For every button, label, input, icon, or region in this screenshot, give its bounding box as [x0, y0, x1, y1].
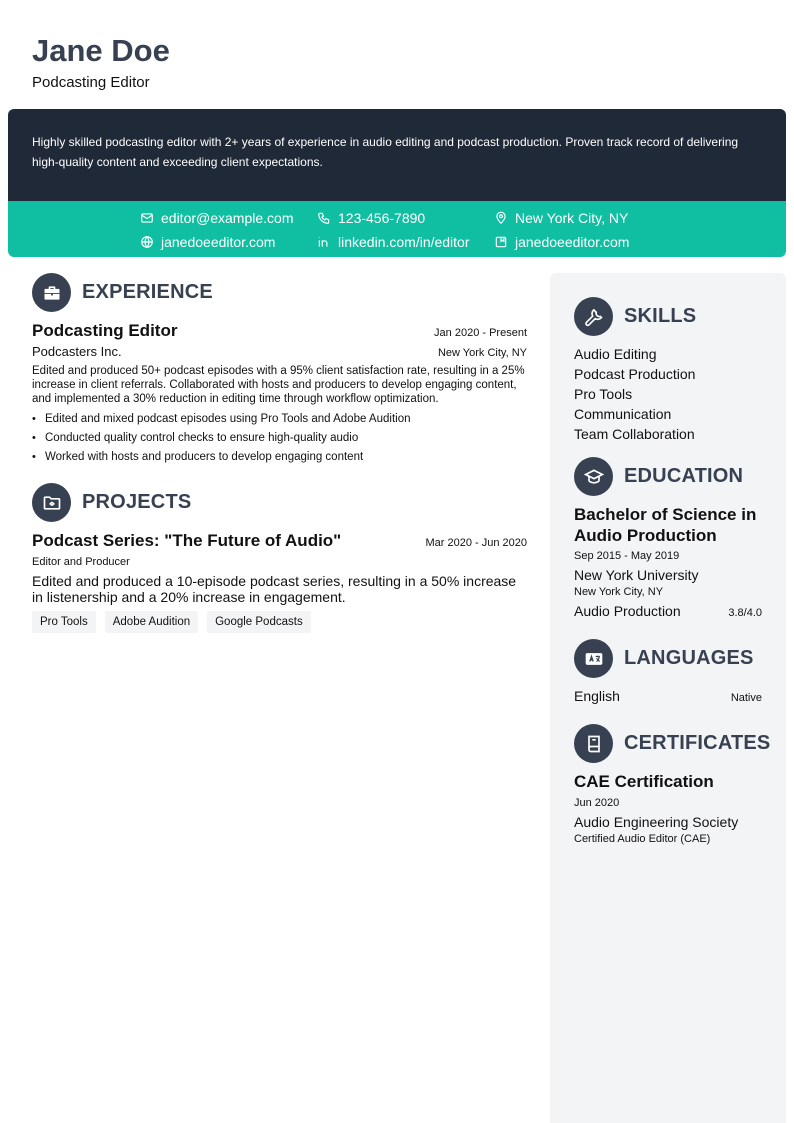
project-date: Mar 2020 - Jun 2020 — [425, 537, 527, 549]
main-column — [32, 273, 527, 633]
sidebar-column — [550, 273, 786, 1123]
resume-header — [32, 32, 170, 92]
book-icon — [574, 724, 613, 763]
project-title: Podcast Series: "The Future of Audio" — [32, 531, 342, 550]
linkedin-text: linkedin.com/in/editor — [338, 234, 470, 250]
language-name: English — [574, 688, 620, 704]
education-gpa: 3.8/4.0 — [728, 607, 762, 619]
education-field: Audio Production — [574, 603, 681, 619]
list-item: • Worked with hosts and producers to develop engaging content — [32, 448, 527, 467]
education-item — [574, 504, 762, 621]
portfolio-text: janedoeeditor.com — [515, 234, 630, 250]
certificates-heading: CERTIFICATES — [624, 732, 771, 754]
certificate-name: CAE Certification — [574, 772, 714, 791]
summary-panel — [8, 109, 786, 201]
projects-section-header — [32, 483, 527, 522]
education-location: New York City, NY — [574, 586, 664, 598]
project-tags — [32, 611, 527, 633]
folder-icon — [32, 483, 71, 522]
job-location: New York City, NY — [437, 347, 527, 359]
contact-location — [494, 210, 628, 226]
linkedin-icon — [317, 235, 331, 249]
languages-heading: LANGUAGES — [624, 647, 754, 669]
contact-bar — [8, 201, 786, 257]
summary-text: Highly skilled podcasting editor with 2+ years of experience in audio editing and podcast production. Proven track record of delivering high-quality content and exceeding client expectations. — [32, 135, 739, 169]
contact-email[interactable] — [140, 210, 294, 226]
tag: Pro Tools — [32, 611, 96, 633]
experience-section-header — [32, 273, 527, 312]
project-item — [32, 530, 527, 633]
experience-item — [32, 320, 527, 467]
contact-linkedin[interactable] — [317, 234, 470, 250]
job-date: Jan 2020 - Present — [434, 327, 527, 339]
website-text: janedoeeditor.com — [161, 234, 276, 250]
tag: Google Podcasts — [207, 611, 311, 633]
language-level: Native — [730, 692, 762, 704]
project-description: Edited and produced a 10-episode podcast series, resulting in a 50% increase in listenership and a 20% increase in engagement. — [32, 573, 517, 605]
candidate-title: Podcasting Editor — [32, 74, 150, 91]
certificate-item — [574, 771, 762, 846]
job-title: Podcasting Editor — [32, 321, 178, 340]
certificate-issuer: Audio Engineering Society — [574, 814, 739, 830]
skills-section-header — [574, 297, 762, 336]
education-school: New York University — [574, 567, 699, 583]
languages-section-header — [574, 639, 762, 678]
list-item: Pro Tools — [574, 386, 633, 402]
translate-icon — [574, 639, 613, 678]
certificate-detail: Certified Audio Editor (CAE) — [574, 833, 711, 845]
globe-icon — [140, 235, 154, 249]
education-date: Sep 2015 - May 2019 — [574, 550, 680, 562]
projects-heading: PROJECTS — [82, 491, 192, 513]
contact-website[interactable] — [140, 234, 275, 250]
job-company: Podcasters Inc. — [32, 344, 122, 359]
briefcase-icon — [32, 273, 71, 312]
contact-portfolio[interactable] — [494, 234, 629, 250]
phone-text: 123-456-7890 — [338, 210, 426, 226]
contact-phone[interactable] — [317, 210, 425, 226]
project-role: Editor and Producer — [32, 556, 130, 568]
language-item — [574, 686, 762, 706]
list-item: Team Collaboration — [574, 426, 695, 442]
bookmark-icon — [494, 235, 508, 249]
job-description: Edited and produced 50+ podcast episodes with a 95% client satisfaction rate, resulting in a 25% increase in client referrals. Collaborated with hosts and producers to develop engaging content, and implemented a 30% reduction in editing time through workflow optimization. — [32, 365, 525, 405]
list-item: Audio Editing — [574, 346, 657, 362]
list-item: Podcast Production — [574, 366, 696, 382]
certificate-date: Jun 2020 — [574, 797, 620, 809]
job-bullets — [32, 410, 527, 467]
list-item: Communication — [574, 406, 672, 422]
list-item: • Conducted quality control checks to ensure high-quality audio — [32, 429, 527, 448]
list-item: • Edited and mixed podcast episodes using Pro Tools and Adobe Audition — [32, 410, 527, 429]
mail-icon — [140, 211, 154, 225]
graduation-cap-icon — [574, 457, 613, 496]
skills-heading: SKILLS — [624, 305, 697, 327]
experience-heading: EXPERIENCE — [82, 281, 213, 303]
education-degree: Bachelor of Science in Audio Production — [574, 505, 757, 545]
skills-list — [574, 344, 762, 444]
phone-icon — [317, 211, 331, 225]
map-pin-icon — [494, 211, 508, 225]
tag: Adobe Audition — [105, 611, 198, 633]
email-text: editor@example.com — [161, 210, 294, 226]
certificates-section-header — [574, 724, 771, 763]
candidate-name: Jane Doe — [32, 33, 170, 68]
education-heading: EDUCATION — [624, 465, 744, 487]
location-text: New York City, NY — [515, 210, 629, 226]
education-section-header — [574, 457, 762, 496]
wrench-icon — [574, 297, 613, 336]
